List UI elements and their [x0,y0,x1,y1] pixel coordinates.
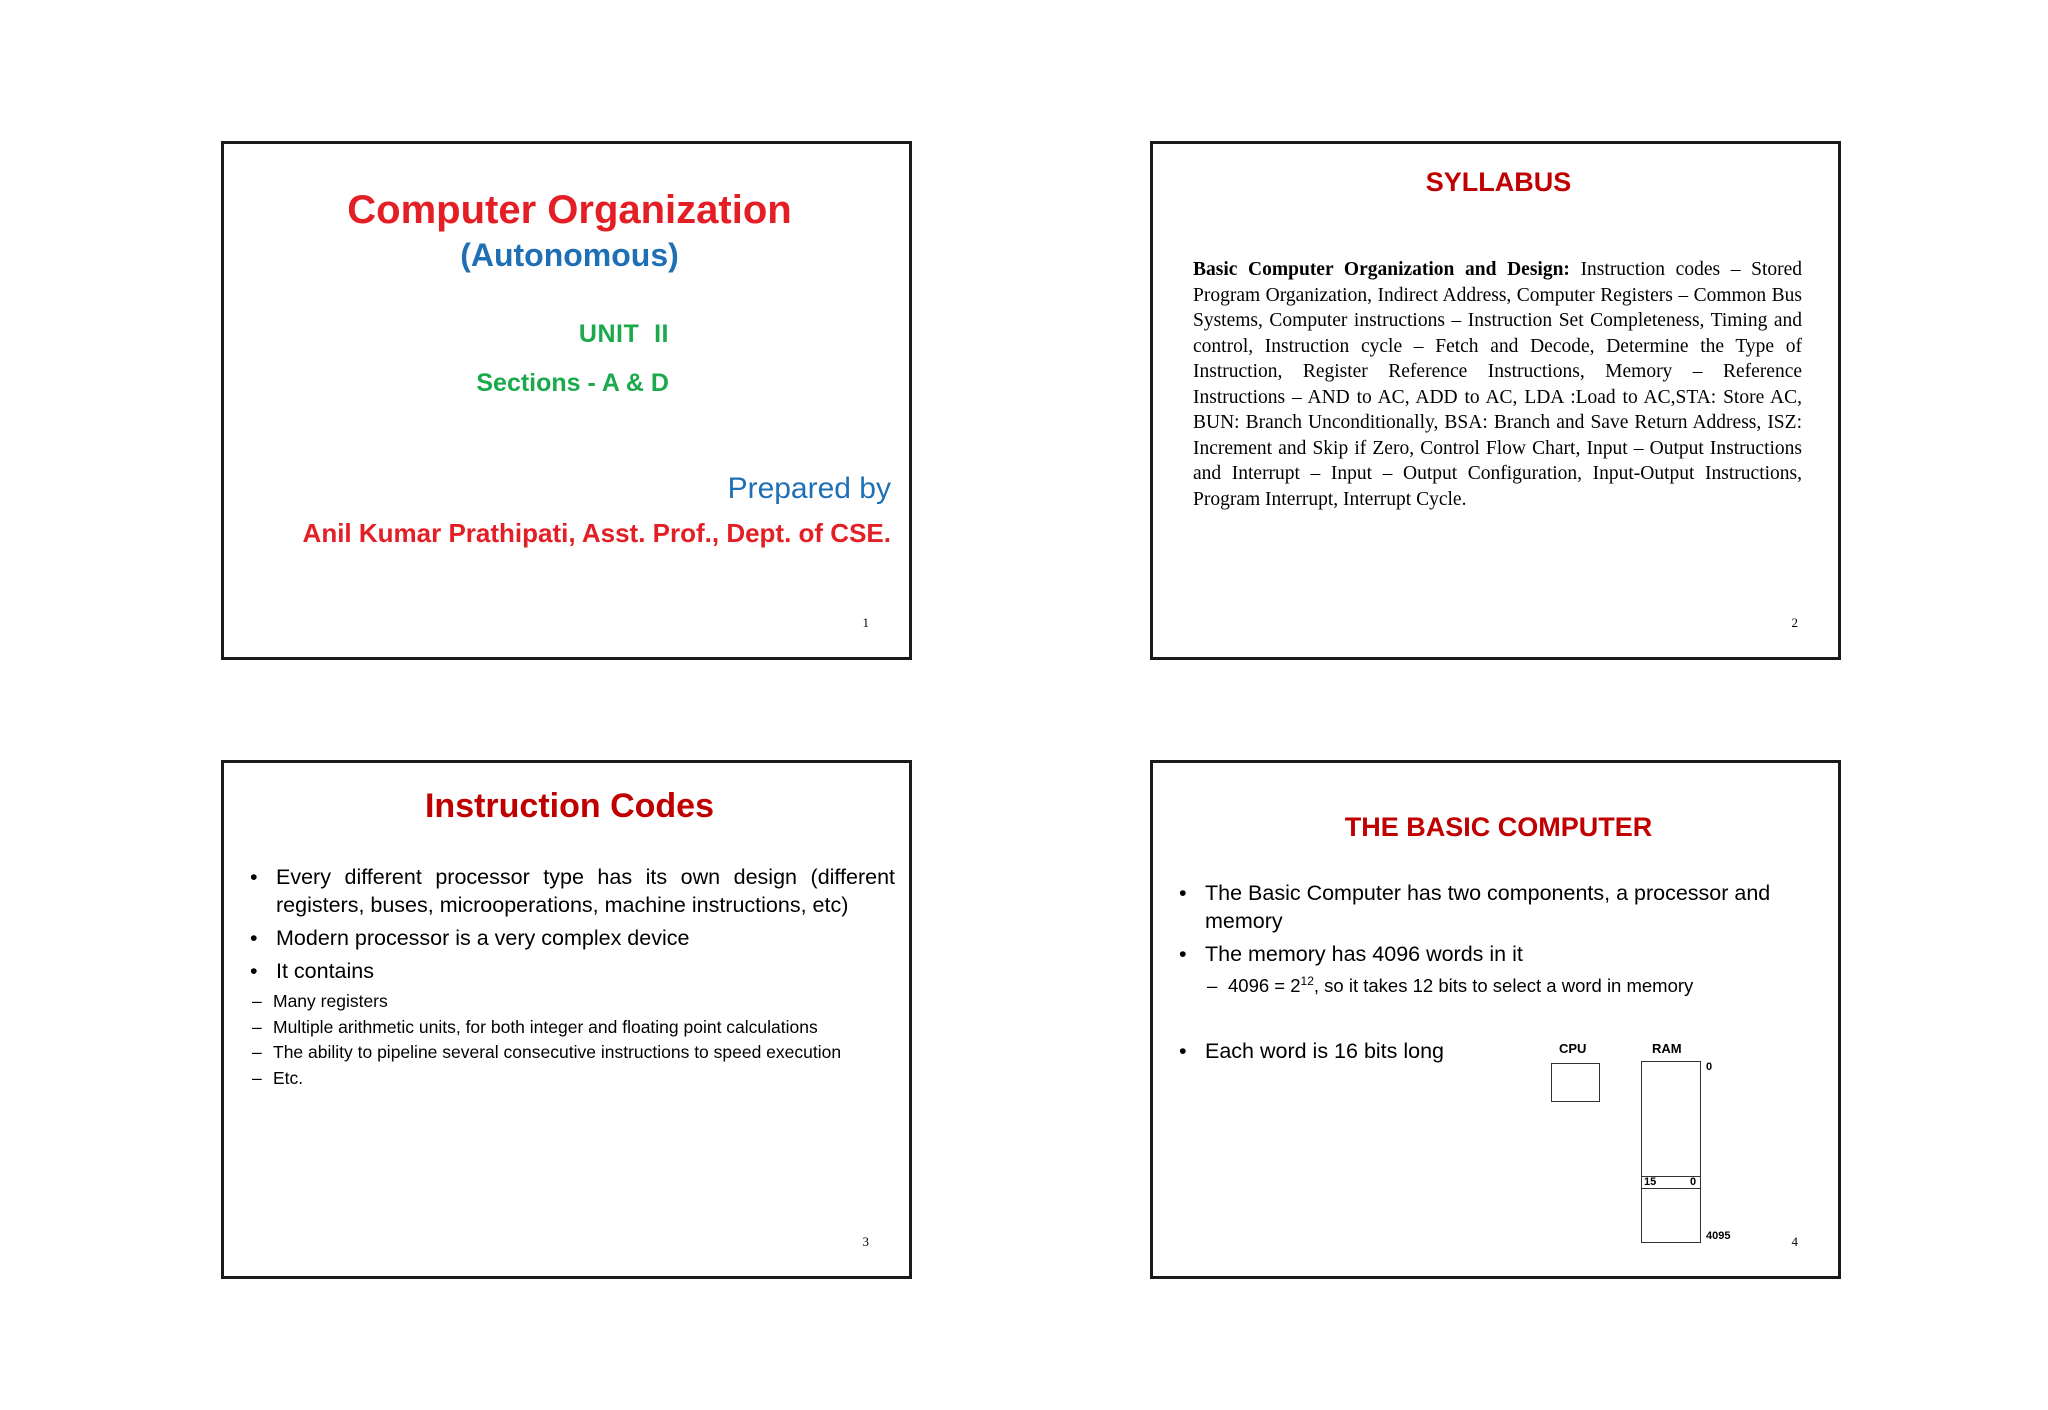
bullet-item: • It contains [250,957,895,985]
word-bit-high: 15 [1644,1176,1657,1188]
ram-address-bottom: 4095 [1706,1230,1731,1242]
cpu-label: CPU [1559,1041,1587,1056]
course-title: Computer Organization [347,188,792,232]
ram-box [1641,1061,1701,1243]
exponent: 12 [1300,973,1314,988]
slide-3-instruction-codes [221,760,912,1279]
syllabus-heading: Basic Computer Organization and Design: [1193,259,1570,280]
sub-item [1179,973,1779,999]
page-number: 3 [862,1234,869,1249]
syllabus-text: Instruction codes – Stored Program Organization, Indirect Address, Computer Registers – Common Bus Systems, Computer instructions – Instruction Set Completeness, Timing and control, Instruction cycle – Fetch and Decode, Determine the Type of Instruction, Register Reference Instructions, Memory – Reference Instructions – AND to AC, ADD to AC, LDA :Load to AC,STA: Store AC, BUN: Branch Unconditionally, BSA: Branch and Save Return Address, ISZ: Increment and Skip if Zero, Control Flow Chart, Input – Output Instructions and Interrupt – Input – Output Configuration, Input-Output Instructions, Program Interrupt, Interrupt Cycle. [1193,259,1803,510]
ram-label: RAM [1652,1041,1682,1056]
page-number: 2 [1791,615,1798,630]
bullet-list [250,863,895,1094]
slide-title: THE BASIC COMPUTER [1344,812,1653,842]
author-name: Anil Kumar Prathipati, Asst. Prof., Dept. of CSE. [302,518,891,548]
slide-1-title [221,141,912,660]
sub-item: – The ability to pipeline several consecutive instructions to speed execution [250,1041,895,1064]
cpu-box [1551,1063,1600,1102]
bullet-item: • Modern processor is a very complex device [250,924,895,952]
syllabus-body [1193,257,1802,512]
course-subtitle: (Autonomous) [460,237,679,273]
page-number: 1 [862,615,869,630]
word-bit-low: 0 [1690,1176,1697,1188]
slide-title: Instruction Codes [424,787,715,825]
bullet-list [1179,879,1779,1070]
bullet-item: • Each word is 16 bits long [1179,1037,1779,1065]
sub-item: – Multiple arithmetic units, for both integer and floating point calculations [250,1016,895,1039]
bullet-item: • The memory has 4096 words in it [1179,940,1779,968]
syllabus-title: SYLLABUS [1425,167,1572,197]
dash-post: , so it takes 12 bits to select a word in memory [1313,975,1694,996]
bullet-item: • Every different processor type has its own design (different registers, buses, microoperations, machine instructions, etc) [250,863,895,919]
sub-list [250,990,895,1089]
dash-pre: 4096 = 2 [1228,975,1301,996]
sub-list-container [224,990,895,1089]
slide-2-syllabus [1150,141,1841,660]
bullet-item: • The Basic Computer has two components, a processor and memory [1179,879,1779,935]
slide-4-basic-computer [1150,760,1841,1279]
sections-label: Sections - A & D [476,369,669,397]
unit-label: UNIT II [578,320,669,348]
sub-item: – Many registers [250,990,895,1013]
page-number: 4 [1791,1234,1798,1249]
ram-address-top: 0 [1706,1061,1713,1073]
sub-item: – Etc. [250,1067,895,1090]
prepared-by-label: Prepared by [727,472,891,505]
